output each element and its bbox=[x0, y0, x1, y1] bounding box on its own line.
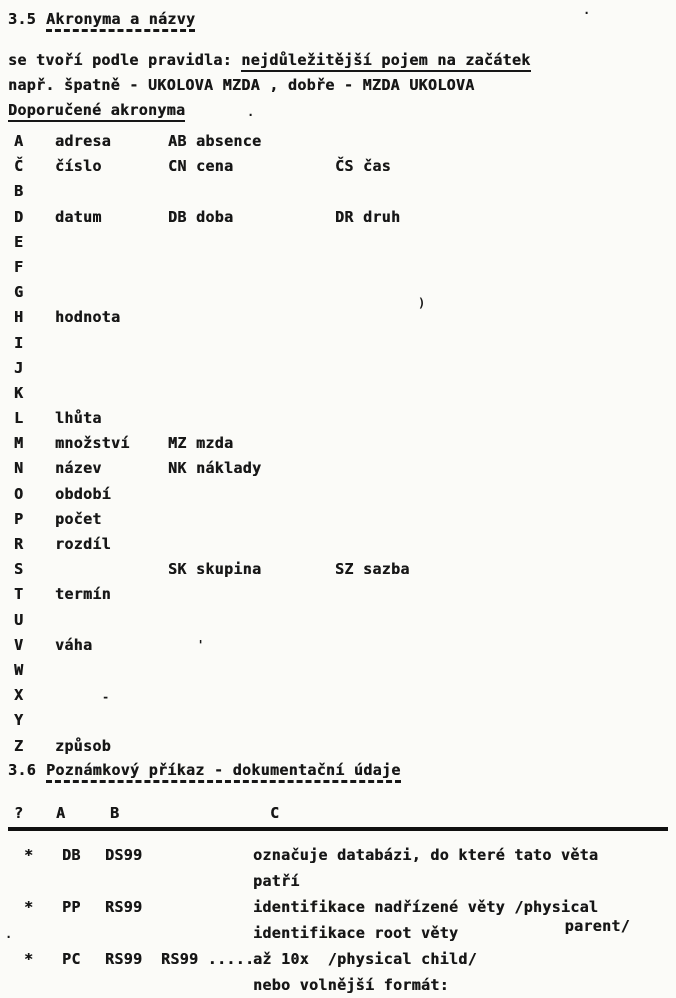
acronym-cell-3 bbox=[335, 633, 670, 658]
acronym-row-y bbox=[8, 708, 670, 733]
acronym-cell-3 bbox=[335, 230, 670, 255]
letter-cell: W bbox=[14, 660, 24, 679]
acronym-cell-2 bbox=[168, 633, 335, 658]
acronym-cell-2 bbox=[168, 305, 335, 330]
acronym-row-s bbox=[8, 557, 670, 582]
acronym-table bbox=[8, 129, 670, 759]
command-table bbox=[8, 842, 670, 998]
acronym-cell-3 bbox=[335, 431, 670, 456]
acronym-row-j bbox=[8, 356, 670, 381]
value-cell: DS99 bbox=[105, 845, 143, 864]
acronym-cell-3 bbox=[335, 280, 670, 305]
header-flag-column: ? bbox=[14, 803, 24, 822]
acronym-cell-3 bbox=[335, 356, 670, 381]
acronym-cell-2 bbox=[168, 582, 335, 607]
description-line-2 bbox=[253, 972, 670, 998]
letter-cell: Č bbox=[14, 157, 24, 176]
letter-cell: V bbox=[14, 635, 24, 654]
letter-cell: G bbox=[14, 283, 24, 302]
word-cell bbox=[55, 230, 168, 255]
section-3-6-heading bbox=[8, 761, 670, 785]
scan-noise-dot: · bbox=[5, 930, 13, 944]
acronym-cell-2 bbox=[168, 356, 335, 381]
word-cell bbox=[55, 179, 168, 204]
letter-cell: S bbox=[14, 560, 24, 579]
acronym-row-b bbox=[8, 179, 670, 204]
acronym-cell-3 bbox=[335, 582, 670, 607]
acronym-cell-3 bbox=[335, 482, 670, 507]
acronym-cell-3 bbox=[335, 532, 670, 557]
word-cell: termín bbox=[55, 585, 111, 604]
description-line-1: označuje databázi, do které tato věta bbox=[253, 845, 599, 864]
acronym-cell-3 bbox=[335, 456, 670, 481]
word-cell: adresa bbox=[55, 132, 111, 150]
letter-cell: K bbox=[14, 383, 24, 402]
value-cell: RS99 bbox=[105, 897, 143, 916]
word-cell bbox=[55, 356, 168, 381]
acronym-cell-3 bbox=[335, 658, 670, 683]
acronym-cell-2: NK náklady bbox=[168, 459, 262, 478]
acronym-row-z bbox=[8, 734, 670, 759]
command-table-header bbox=[8, 801, 670, 825]
word-cell bbox=[55, 658, 168, 683]
letter-cell: O bbox=[14, 484, 24, 503]
acronym-row-g bbox=[8, 280, 670, 305]
scan-noise-dot: · bbox=[247, 108, 255, 122]
letter-cell: I bbox=[14, 333, 24, 352]
acronym-row-c bbox=[8, 154, 670, 179]
acronym-cell-3 bbox=[335, 255, 670, 280]
acronym-cell-2 bbox=[168, 179, 335, 204]
acronym-cell-2 bbox=[168, 658, 335, 683]
acronym-cell-2 bbox=[168, 734, 335, 759]
acronym-cell-2 bbox=[168, 532, 335, 557]
letter-cell: Z bbox=[14, 736, 24, 755]
description-line-2-text: nebo volnější formát: bbox=[253, 975, 449, 994]
letter-cell: P bbox=[14, 509, 24, 528]
acronym-cell-2: CN cena bbox=[168, 157, 234, 176]
acronym-row-k bbox=[8, 381, 670, 406]
letter-cell: F bbox=[14, 257, 24, 276]
letter-cell: H bbox=[14, 308, 24, 327]
word-cell: rozdíl bbox=[55, 535, 111, 553]
command-cell: DB bbox=[62, 845, 81, 864]
acronym-cell-3 bbox=[335, 305, 670, 330]
acronym-cell-2 bbox=[168, 683, 335, 708]
acronym-cell-2 bbox=[168, 708, 335, 733]
rule-line-prefix: se tvoří podle pravidla: bbox=[8, 51, 242, 69]
letter-cell: X bbox=[14, 686, 24, 705]
description-cell bbox=[253, 842, 670, 894]
header-column-c: C bbox=[270, 803, 280, 822]
flag-cell: * bbox=[24, 897, 34, 916]
acronym-cell-3 bbox=[335, 734, 670, 759]
acronym-cell-2: AB absence bbox=[168, 132, 262, 150]
acronym-row-p bbox=[8, 507, 670, 532]
letter-cell: E bbox=[14, 232, 24, 251]
letter-cell: N bbox=[14, 459, 24, 478]
acronym-row-h bbox=[8, 305, 670, 330]
word-cell bbox=[55, 280, 168, 305]
acronym-cell-3: DR druh bbox=[335, 207, 401, 226]
section-3-6-number: 3.6 bbox=[8, 760, 36, 779]
acronym-cell-3: ČS čas bbox=[335, 157, 391, 176]
letter-cell: Y bbox=[14, 711, 24, 730]
acronym-row-e bbox=[8, 230, 670, 255]
section-3-5-number: 3.5 bbox=[8, 10, 36, 28]
acronym-row-l bbox=[8, 406, 670, 431]
wrapped-word: parent/ bbox=[564, 916, 630, 935]
letter-cell: R bbox=[14, 535, 24, 553]
acronym-row-w bbox=[8, 658, 670, 683]
word-cell: období bbox=[55, 484, 111, 503]
scan-noise-mark: ' bbox=[197, 638, 205, 652]
command-cell: PC bbox=[62, 949, 81, 968]
acronym-row-d bbox=[8, 205, 670, 230]
rule-line bbox=[8, 48, 670, 73]
acronym-cell-3 bbox=[335, 608, 670, 633]
flag-cell: * bbox=[24, 845, 34, 864]
acronym-cell-2: SK skupina bbox=[168, 560, 262, 579]
word-cell bbox=[55, 557, 168, 582]
scan-noise-mark: ) bbox=[418, 296, 426, 310]
acronym-row-a bbox=[8, 129, 670, 154]
word-cell bbox=[55, 255, 168, 280]
acronym-cell-2 bbox=[168, 406, 335, 431]
word-cell: počet bbox=[55, 509, 102, 528]
acronym-cell-3 bbox=[335, 331, 670, 356]
command-cell: PP bbox=[62, 897, 81, 916]
word-cell: váha bbox=[55, 635, 93, 654]
description-line-2-text: patří bbox=[253, 871, 300, 890]
acronym-cell-3 bbox=[335, 406, 670, 431]
letter-cell: U bbox=[14, 610, 24, 629]
acronym-row-t bbox=[8, 582, 670, 607]
word-cell: název bbox=[55, 459, 102, 478]
value-cell: RS99 RS99 ..... bbox=[105, 949, 255, 968]
description-line-1: až 10x /physical child/ bbox=[253, 949, 477, 968]
rule-line-emphasis: nejdůležitější pojem na začátek bbox=[241, 51, 530, 72]
section-3-5-title: Akronyma a názvy bbox=[46, 10, 195, 32]
word-cell bbox=[55, 331, 168, 356]
description-line-2 bbox=[253, 916, 670, 946]
acronym-cell-2 bbox=[168, 608, 335, 633]
acronym-cell-3 bbox=[335, 129, 670, 154]
word-cell bbox=[55, 683, 168, 708]
recommended-acronyms-heading: Doporučené akronyma bbox=[8, 98, 670, 123]
header-column-a: A bbox=[56, 803, 66, 822]
acronym-row-i bbox=[8, 331, 670, 356]
acronym-cell-3 bbox=[335, 179, 670, 204]
acronym-row-v bbox=[8, 633, 670, 658]
word-cell: množství bbox=[55, 434, 130, 453]
description-line-1: identifikace nadřízené věty /physical bbox=[253, 897, 599, 916]
acronym-row-o bbox=[8, 482, 670, 507]
acronym-cell-3 bbox=[335, 381, 670, 406]
acronym-row-m bbox=[8, 431, 670, 456]
acronym-cell-3: SZ sazba bbox=[335, 560, 410, 579]
acronym-cell-2 bbox=[168, 230, 335, 255]
acronym-cell-2 bbox=[168, 381, 335, 406]
acronym-cell-2 bbox=[168, 507, 335, 532]
acronym-cell-2 bbox=[168, 255, 335, 280]
command-row-db bbox=[8, 842, 670, 894]
letter-cell: L bbox=[14, 409, 24, 428]
word-cell: lhůta bbox=[55, 409, 102, 428]
header-column-b: B bbox=[110, 803, 120, 822]
acronym-row-u bbox=[8, 608, 670, 633]
acronym-cell-3 bbox=[335, 683, 670, 708]
acronym-row-r bbox=[8, 532, 670, 557]
section-3-6-title: Poznámkový příkaz - dokumentační údaje bbox=[46, 761, 401, 783]
word-cell bbox=[55, 708, 168, 733]
description-line-2-text: identifikace root věty bbox=[253, 923, 459, 942]
word-cell: datum bbox=[55, 207, 102, 226]
acronym-cell-2: MZ mzda bbox=[168, 434, 234, 453]
letter-cell: T bbox=[14, 585, 24, 604]
word-cell: hodnota bbox=[55, 308, 121, 327]
description-line-2 bbox=[253, 868, 670, 894]
letter-cell: M bbox=[14, 434, 24, 453]
letter-cell: D bbox=[14, 207, 24, 226]
acronym-cell-3 bbox=[335, 708, 670, 733]
letter-cell: J bbox=[14, 358, 24, 377]
word-cell bbox=[55, 608, 168, 633]
letter-cell: A bbox=[14, 132, 24, 150]
flag-cell: * bbox=[24, 949, 34, 968]
section-3-5-heading bbox=[8, 10, 670, 34]
word-cell bbox=[55, 381, 168, 406]
acronym-cell-2 bbox=[168, 331, 335, 356]
acronym-cell-3 bbox=[335, 507, 670, 532]
word-cell: číslo bbox=[55, 157, 102, 176]
horizontal-rule bbox=[8, 827, 668, 831]
acronym-cell-2 bbox=[168, 280, 335, 305]
scan-noise-mark: - bbox=[102, 690, 110, 704]
scan-noise-dot: · bbox=[583, 6, 591, 20]
command-row-pp bbox=[8, 894, 670, 946]
description-cell bbox=[253, 894, 670, 946]
example-line: např. špatně - UKOLOVA MZDA , dobře - MZDA UKOLOVA bbox=[8, 76, 475, 94]
acronym-row-f bbox=[8, 255, 670, 280]
word-cell: způsob bbox=[55, 736, 111, 755]
acronym-cell-2: DB doba bbox=[168, 207, 234, 226]
letter-cell: B bbox=[14, 182, 24, 201]
acronym-row-n bbox=[8, 456, 670, 481]
acronym-cell-2 bbox=[168, 482, 335, 507]
